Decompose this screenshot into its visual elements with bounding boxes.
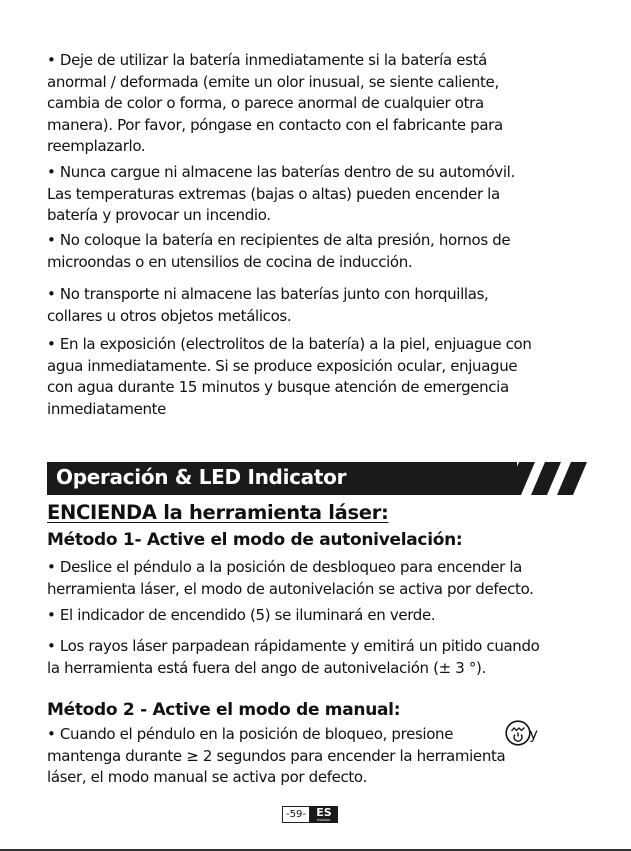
text-line: • El indicador de encendido (5) se iluminará en verde. [47,606,436,624]
warning-paragraph-4 [47,284,592,327]
language-sub: ESPAÑOL [317,818,331,822]
decorative-slashes-icon [505,462,589,495]
text-line: • Nunca cargue ni almacene las baterías dentro de su automóvil. [47,163,515,181]
language-code: ES [316,806,332,819]
section-banner-title: Operación & LED Indicator [56,465,347,489]
power-manual-button-icon [505,720,531,746]
language-badge [310,806,338,823]
page-footer [282,806,338,823]
method-1-heading: Método 1- Active el modo de autonivelación: [47,530,463,550]
text-line: con agua durante 15 minutos y busque atención de emergencia [47,378,509,396]
text-line: microondas o en utensilios de cocina de inducción. [47,252,413,271]
text-line: herramienta láser, el modo de autonivelación se activa por defecto. [47,579,534,598]
text-line: • En la exposición (electrolitos de la batería) a la piel, enjuague con [47,335,532,353]
method-1-bullet-1 [47,557,592,600]
text-line: • Deslice el péndulo a la posición de desbloqueo para encender la [47,558,522,576]
text-line: collares u otros objetos metálicos. [47,306,292,325]
text-line: la herramienta está fuera del ango de autonivelación (± 3 °). [47,658,486,677]
section-banner [47,462,517,495]
text-line: batería y provocar un incendio. [47,206,271,224]
warning-paragraph-3 [47,230,592,273]
text-line: agua inmediatamente. Si se produce exposición ocular, enjuague [47,356,518,375]
text-line: • Los rayos láser parpadean rápidamente y emitirá un pitido cuando [47,637,540,655]
method-2-line-1: • Cuando el péndulo en la posición de bloqueo, presione [47,725,454,743]
warning-paragraph-1 [47,50,592,158]
text-line: • No coloque la batería en recipientes de alta presión, hornos de [47,231,511,249]
text-line: láser, el modo manual se activa por defecto. [47,768,367,786]
text-line: cambia de color o forma, o parece anormal de cualquier otra [47,94,484,112]
warning-paragraph-2 [47,162,592,227]
section-subheading: ENCIENDA la herramienta láser: [47,501,389,524]
method-1-bullet-3 [47,636,592,679]
text-line: inmediatamente [47,399,167,418]
method-2-line-1-tail: y [529,725,538,743]
text-line: • Deje de utilizar la batería inmediatamente si la batería está [47,51,487,69]
text-line: • No transporte ni almacene las baterías junto con horquillas, [47,285,489,303]
text-line: mantenga durante ≥ 2 segundos para encender la herramienta [47,746,506,765]
text-line: Las temperaturas extremas (bajas o altas) pueden encender la [47,184,500,203]
text-line: reemplazarlo. [47,137,146,155]
warning-paragraph-5 [47,334,592,420]
text-line: manera). Por favor, póngase en contacto con el fabricante para [47,115,503,134]
method-2-heading: Método 2 - Active el modo de manual: [47,700,401,720]
page-number: -59- [282,806,310,823]
text-line: anormal / deformada (emite un olor inusual, se siente caliente, [47,72,499,91]
method-1-bullet-2 [47,605,592,627]
